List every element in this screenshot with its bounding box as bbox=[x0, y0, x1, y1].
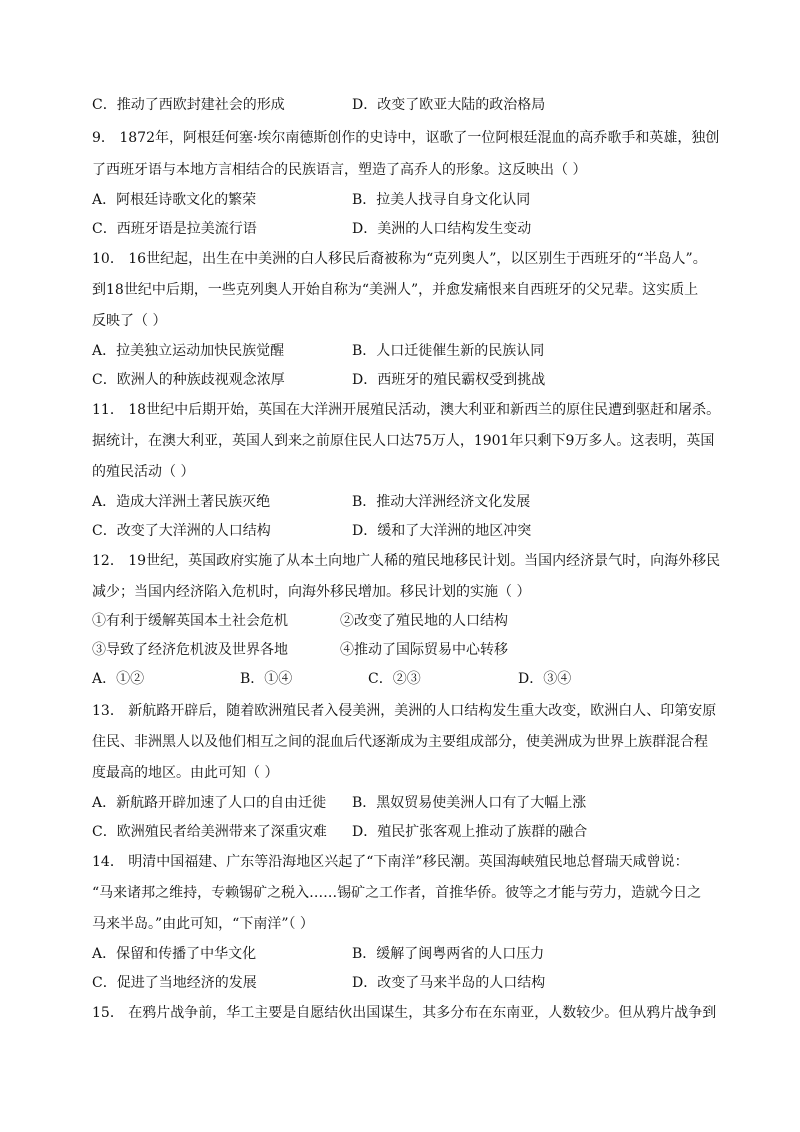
q9-stem-line-2: 了西班牙语与本地方言相结合的民族语言，塑造了高乔人的形象。这反映出（ ） bbox=[92, 162, 587, 178]
q12-stem-line-2: 减少；当国内经济陷入危机时，向海外移民增加。移民计划的实施（ ） bbox=[92, 584, 531, 600]
q11-option-d: D．缓和了大洋洲的地区冲突 bbox=[352, 523, 532, 539]
q12-statement-3: ③导致了经济危机波及世界各地 bbox=[92, 642, 288, 658]
q13-stem-line-1: 13． 新航路开辟后，随着欧洲殖民者入侵美洲，美洲的人口结构发生重大改变，欧洲白人、印第安原 bbox=[92, 703, 717, 719]
q11-stem-line-1: 11． 18世纪中后期开始，英国在大洋洲开展殖民活动，澳大利亚和新西兰的原住民遭到驱赶和屠杀。 bbox=[92, 402, 721, 418]
q14-stem-line-1: 14． 明清中国福建、广东等沿海地区兴起了“下南洋”移民潮。英国海峡殖民地总督瑞天咸曾说： bbox=[92, 854, 689, 870]
q14-option-d: D．改变了马来半岛的人口结构 bbox=[352, 975, 546, 991]
q14-option-b: B．缓解了闽粤两省的人口压力 bbox=[352, 946, 545, 962]
q12-statement-1: ①有利于缓解英国本土社会危机 bbox=[92, 613, 288, 629]
q10-option-d: D．西班牙的殖民霸权受到挑战 bbox=[352, 372, 546, 388]
q8-option-d: D．改变了欧亚大陆的政治格局 bbox=[352, 97, 546, 113]
q11-option-b: B．推动大洋洲经济文化发展 bbox=[352, 494, 531, 510]
q11-option-c: C．改变了大洋洲的人口结构 bbox=[92, 523, 271, 539]
q10-stem-line-3: 反映了（ ） bbox=[92, 313, 167, 329]
q8-option-c: C．推动了西欧封建社会的形成 bbox=[92, 97, 285, 113]
q12-stem-line-1: 12． 19世纪，英国政府实施了从本土向地广人稀的殖民地移民计划。当国内经济景气时，向海外移民 bbox=[92, 553, 721, 569]
q13-option-a: A．新航路开辟加速了人口的自由迁徙 bbox=[92, 795, 327, 811]
q9-option-d: D．美洲的人口结构发生变动 bbox=[352, 221, 532, 237]
q14-option-c: C．促进了当地经济的发展 bbox=[92, 975, 257, 991]
q9-option-b: B．拉美人找寻自身文化认同 bbox=[352, 192, 531, 208]
q13-option-c: C．欧洲殖民者给美洲带来了深重灾难 bbox=[92, 824, 327, 840]
q13-option-b: B．黑奴贸易使美洲人口有了大幅上涨 bbox=[352, 795, 587, 811]
q14-stem-line-2: “马来诸邦之维持，专赖锡矿之税入……锡矿之工作者，首推华侨。彼等之才能与劳力，造就今日之 bbox=[92, 885, 702, 901]
q12-option-c: C．②③ bbox=[368, 671, 421, 687]
q12-statement-2: ②改变了殖民地的人口结构 bbox=[340, 613, 508, 629]
q14-stem-line-3: 马来半岛。”由此可知，“下南洋”（ ） bbox=[92, 916, 314, 932]
q11-stem-line-2: 据统计，在澳大利亚，英国人到来之前原住民人口达75万人，1901年只剩下9万多人。这表明，英国 bbox=[92, 433, 715, 449]
q10-option-a: A．拉美独立运动加快民族觉醒 bbox=[92, 343, 285, 359]
q13-option-d: D．殖民扩张客观上推动了族群的融合 bbox=[352, 824, 588, 840]
q12-option-a: A．①② bbox=[92, 671, 145, 687]
q10-option-b: B．人口迁徙催生新的民族认同 bbox=[352, 343, 545, 359]
q9-stem-line-1: 9． 1872年，阿根廷何塞·埃尔南德斯创作的史诗中，讴歌了一位阿根廷混血的高乔歌手和英雄，独创 bbox=[92, 130, 720, 146]
q13-stem-line-2: 住民、非洲黑人以及他们相互之间的混血后代逐渐成为主要组成部分，使美洲成为世界上族群混合程 bbox=[92, 734, 708, 750]
q10-stem-line-2: 到18世纪中后期，一些克列奥人开始自称为“美洲人”，并愈发痛恨来自西班牙的父兄辈。这实质上 bbox=[92, 282, 699, 298]
q9-option-c: C．西班牙语是拉美流行语 bbox=[92, 221, 257, 237]
q12-option-d: D．③④ bbox=[518, 671, 572, 687]
q11-stem-line-3: 的殖民活动（ ） bbox=[92, 464, 195, 480]
q10-stem-line-1: 10． 16世纪起，出生在中美洲的白人移民后裔被称为“克列奥人”，以区别生于西班牙的“半岛人”。 bbox=[92, 251, 707, 267]
q15-stem-line-1: 15． 在鸦片战争前，华工主要是自愿结伙出国谋生，其多分布在东南亚，人数较少。但从鸦片战争到 bbox=[92, 1005, 717, 1021]
q11-option-a: A．造成大洋洲土著民族灭绝 bbox=[92, 494, 271, 510]
q12-statement-4: ④推动了国际贸易中心转移 bbox=[340, 642, 508, 658]
q13-stem-line-3: 度最高的地区。由此可知（ ） bbox=[92, 765, 279, 781]
q12-option-b: B．①④ bbox=[240, 671, 293, 687]
q9-option-a: A．阿根廷诗歌文化的繁荣 bbox=[92, 192, 257, 208]
q14-option-a: A．保留和传播了中华文化 bbox=[92, 946, 257, 962]
q10-option-c: C．欧洲人的种族歧视观念浓厚 bbox=[92, 372, 285, 388]
